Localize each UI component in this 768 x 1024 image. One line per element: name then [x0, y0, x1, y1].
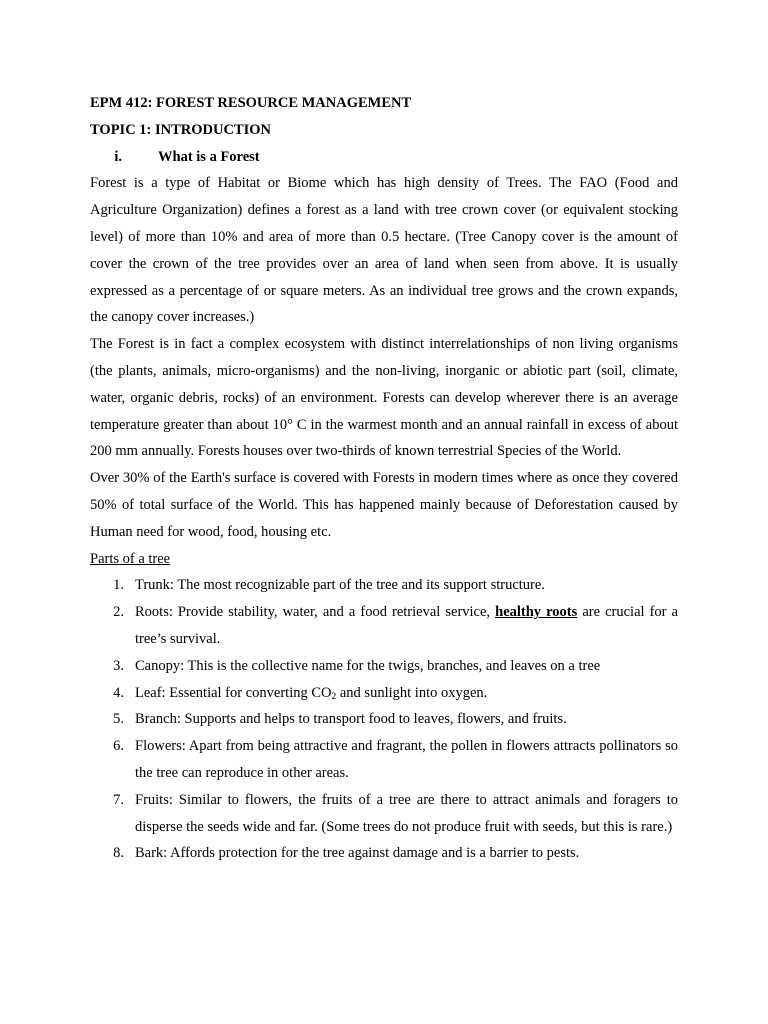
list-item [90, 599, 678, 653]
list-text: Branch: Supports and helps to transport food to leaves, flowers, and fruits. [135, 711, 567, 728]
subscript-2: 2 [331, 691, 337, 702]
list-text: Roots: Provide stability, water, and a food retrieval service, healthy roots are crucial for a tree’s survival. [135, 604, 678, 647]
list-number: 2. [113, 604, 124, 621]
course-title: EPM 412: FOREST RESOURCE MANAGEMENT [90, 95, 412, 111]
parts-list [90, 572, 678, 867]
section-number: i. [114, 148, 122, 165]
document-page [90, 90, 678, 867]
list-number: 5. [113, 711, 124, 728]
list-number: 7. [113, 791, 124, 808]
list-item [90, 706, 678, 733]
list-item [90, 840, 678, 867]
list-number: 8. [113, 845, 124, 862]
list-item [90, 787, 678, 841]
list-text: Fruits: Similar to flowers, the fruits of a tree are there to attract animals and foragers to disperse the seeds wide and far. (Some trees do not produce fruit with seeds, but this is rare.) [135, 791, 678, 835]
list-number: 1. [113, 577, 124, 594]
paragraph-forest-ecosystem: The Forest is in fact a complex ecosystem with distinct interrelationships of non living organisms (the plants, animals, micro-organisms) and the non-living, inorganic or abiotic part (soil, climate, water, organic debris, rocks) of an environment. Forests can develop wherever there is an average temperature greater than about 10° C in the warmest month and an annual rainfall in excess of about 200 mm annually. Forests houses over two-thirds of known terrestrial Species of the World. [90, 336, 678, 460]
list-item [90, 653, 678, 680]
parts-heading: Parts of a tree [90, 550, 171, 567]
list-number: 4. [113, 684, 124, 701]
list-text: Canopy: This is the collective name for the twigs, branches, and leaves on a tree [135, 657, 601, 674]
list-text: Leaf: Essential for converting $CO_2$ and sunlight into oxygen. [135, 684, 488, 702]
section-title: What is a Forest [158, 148, 260, 165]
paragraph-forest-coverage: Over 30% of the Earth's surface is covered with Forests in modern times where as once they covered 50% of total surface of the World. This has happened mainly because of Deforestation caused by Human need for wood, food, housing etc. [90, 470, 678, 540]
paragraph-forest-definition: Forest is a type of Habitat or Biome which has high density of Trees. The FAO (Food and Agriculture Organization) defines a forest as a land with tree crown cover (or equivalent stocking level) of more than 10% and area of more than 0.5 hectare. (Tree Canopy cover is the amount of cover the crown of the tree provides over an area of land when seen from above. It is usually expressed as a percentage of or square meters. As an individual tree grows and the crown expands, the canopy cover increases.) [90, 175, 678, 326]
section-heading [90, 144, 678, 171]
list-number: 6. [113, 738, 124, 755]
list-item [90, 680, 678, 707]
list-number: 3. [113, 657, 124, 674]
topic-title: TOPIC 1: INTRODUCTION [90, 121, 272, 138]
list-item [90, 733, 678, 787]
emphasis-healthy-roots: healthy roots [495, 604, 578, 621]
list-text: Bark: Affords protection for the tree against damage and is a barrier to pests. [135, 845, 580, 862]
list-item [90, 572, 678, 599]
list-text: Flowers: Apart from being attractive and fragrant, the pollen in flowers attracts pollinators so the tree can reproduce in other areas. [135, 738, 678, 781]
list-text: Trunk: The most recognizable part of the tree and its support structure. [135, 577, 545, 594]
